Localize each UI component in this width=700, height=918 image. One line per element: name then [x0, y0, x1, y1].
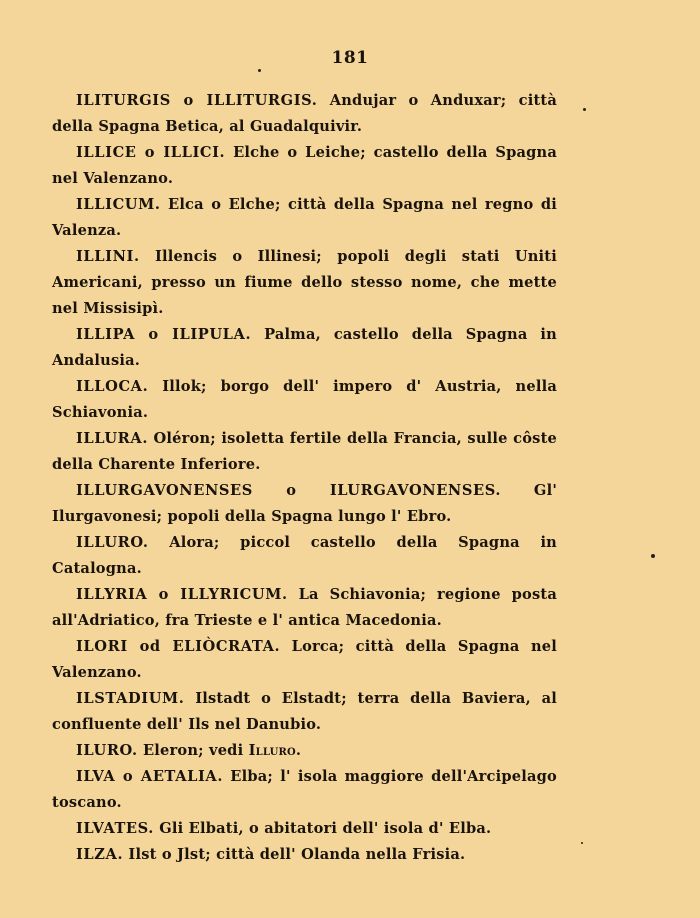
entry-headword: ILLURA. [76, 430, 149, 447]
entry-text: Eleron; vedi [137, 742, 249, 759]
entry-illyria [52, 582, 557, 634]
entry-text: Gli Elbati, o abitatori dell' isola d' Elba. [153, 820, 492, 837]
entry-illipa [52, 322, 557, 374]
entry-text: Illok; borgo dell' impero d' Austria, nella Schiavonia. [52, 378, 557, 421]
page-number: 181 [331, 48, 369, 68]
entry-headword: ILORI od ELIÒCRATA. [76, 638, 281, 655]
entry-illurgavonenses [52, 478, 557, 530]
print-speck [258, 69, 261, 72]
entry-headword: ILURO. [76, 742, 138, 759]
print-speck [583, 108, 586, 111]
entry-headword: ILITURGIS o ILLITURGIS. [76, 92, 318, 109]
entry-text: Lorca; città della Spagna nel Valenzano. [52, 638, 557, 681]
entry-headword: ILLICUM. [76, 196, 161, 213]
entry-headword: ILVATES. [76, 820, 154, 837]
entry-text: La Schiavonia; regione posta all'Adriatico, fra Trieste e l' antica Macedonia. [52, 586, 557, 629]
print-speck [581, 842, 583, 844]
entry-ilza [52, 842, 557, 868]
entry-text: Oléron; isoletta fertile della Francia, sulle côste della Charente Inferiore. [52, 430, 557, 473]
cross-reference: Illuro [248, 742, 296, 759]
entry-illini [52, 244, 557, 322]
entry-illuro [52, 530, 557, 582]
entry-text-tail: . [295, 742, 302, 759]
entry-text: Gl' Ilurgavonesi; popoli della Spagna lungo l' Ebro. [52, 482, 557, 525]
entry-iliturgis [52, 88, 557, 140]
entry-headword: ILZA. [76, 846, 124, 863]
entry-illura [52, 426, 557, 478]
entry-headword: ILLURO. [76, 534, 149, 551]
entry-illice [52, 140, 557, 192]
entry-text: Ilst o Jlst; città dell' Olanda nella Frisia. [123, 846, 466, 863]
entry-headword: ILSTADIUM. [76, 690, 185, 707]
entry-headword: ILLICE o ILLICI. [76, 144, 226, 161]
entry-headword: ILLOCA. [76, 378, 149, 395]
entry-illicum [52, 192, 557, 244]
entry-ilva [52, 764, 557, 816]
dictionary-entries [52, 88, 557, 868]
entry-illoca [52, 374, 557, 426]
entry-ilori [52, 634, 557, 686]
entry-ilstadium [52, 686, 557, 738]
entry-text: Ilstadt o Elstadt; terra della Baviera, al confluente dell' Ils nel Danubio. [52, 690, 557, 733]
entry-iluro [52, 738, 557, 764]
entry-headword: ILVA o AETALIA. [76, 768, 224, 785]
entry-text: Alora; piccol castello della Spagna in Catalogna. [52, 534, 557, 577]
entry-text: Illencis o Illinesi; popoli degli stati Uniti Americani, presso un fiume dello stesso nome, che mette nel Missisipì. [52, 248, 557, 317]
entry-text: Elche o Leiche; castello della Spagna nel Valenzano. [52, 144, 558, 187]
print-speck [651, 554, 655, 558]
entry-headword: ILLYRIA o ILLYRICUM. [76, 586, 288, 603]
entry-ilvates [52, 816, 557, 842]
entry-text: Palma, castello della Spagna in Andalusia. [52, 326, 557, 369]
entry-text: Elca o Elche; città della Spagna nel regno di Valenza. [52, 196, 557, 239]
entry-headword: ILLURGAVONENSES o ILURGAVONENSES. [76, 482, 502, 499]
entry-headword: ILLIPA o ILIPULA. [76, 326, 252, 343]
entry-text: Andujar o Anduxar; città della Spagna Betica, al Guadalquivir. [52, 92, 557, 135]
entry-headword: ILLINI. [76, 248, 140, 265]
entry-text: Elba; l' isola maggiore dell'Arcipelago toscano. [52, 768, 557, 811]
